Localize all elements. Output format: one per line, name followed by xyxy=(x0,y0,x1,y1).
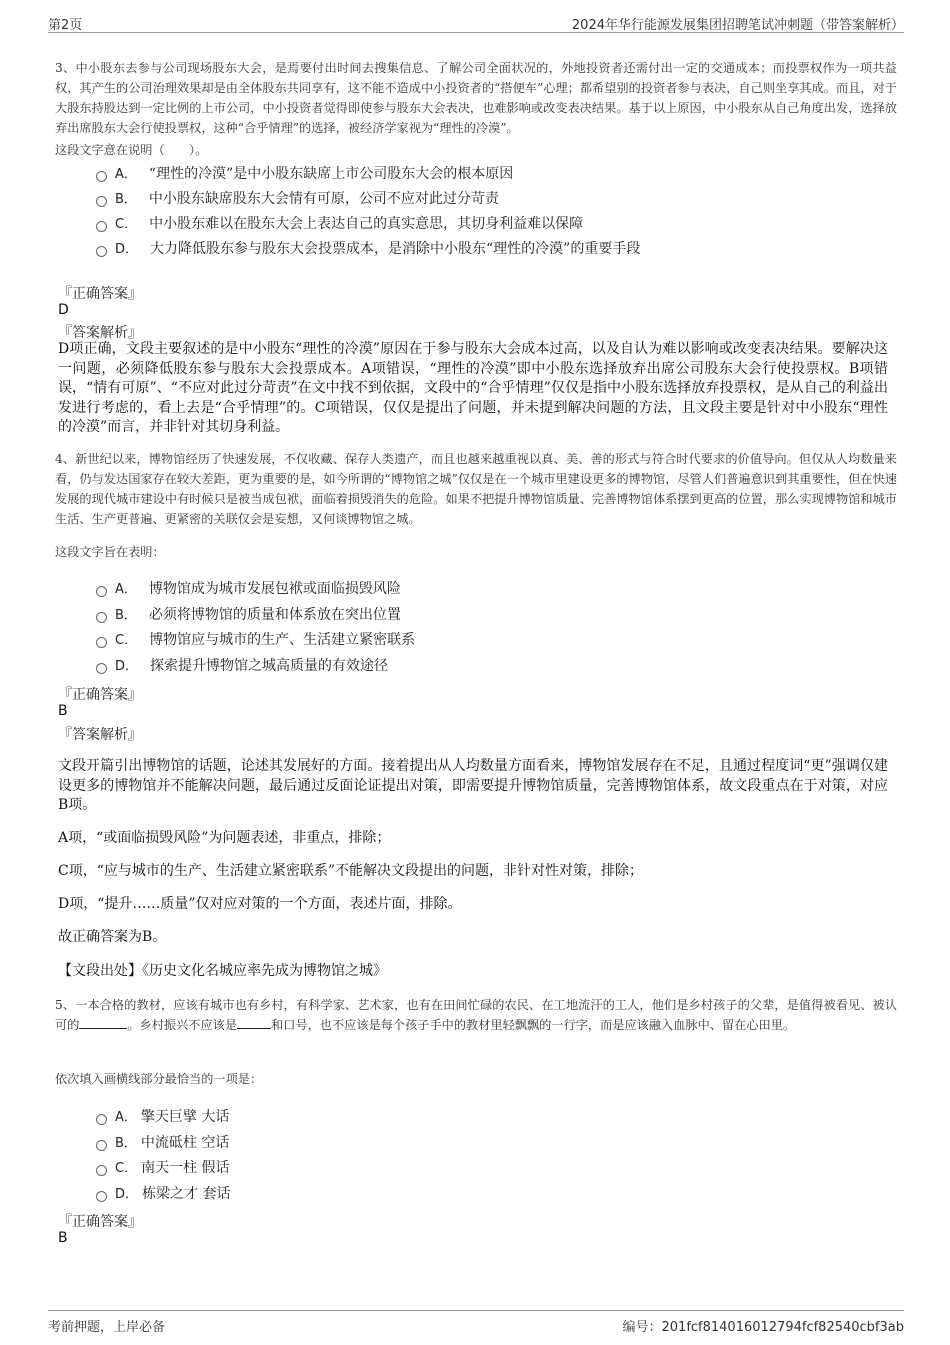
q4-analysis-label: 『答案解析』 xyxy=(58,727,142,743)
q3-answer: D xyxy=(58,302,69,318)
q4-analysis-c: C项，“应与城市的生产、生活建立紧密联系”不能解决文段提出的问题，非针对性对策，排除； xyxy=(58,863,644,879)
page-footer xyxy=(48,1310,904,1335)
q5-option-a[interactable]: A． 擎天巨擘 大话 xyxy=(96,1106,229,1130)
page-header xyxy=(48,10,904,33)
radio-icon[interactable] xyxy=(96,663,107,674)
q4-option-b[interactable]: B． 必须将博物馆的质量和体系放在突出位置 xyxy=(96,604,401,628)
q3-option-b[interactable]: B． 中小股东缺席股东大会情有可原，公司不应对此过分苛责 xyxy=(96,188,499,212)
q5-answer: B xyxy=(58,1230,68,1246)
question-5-prompt: 依次填入画横线部分最恰当的一项是： xyxy=(55,1072,263,1086)
q4-answer-label: 『正确答案』 xyxy=(58,687,142,703)
radio-icon[interactable] xyxy=(96,246,107,257)
fill-blank-1[interactable] xyxy=(79,1016,127,1029)
q5-option-c[interactable]: C． 南天一柱 假话 xyxy=(96,1157,230,1181)
q3-answer-label: 『正确答案』 xyxy=(58,286,142,302)
radio-icon[interactable] xyxy=(96,1114,107,1125)
radio-icon[interactable] xyxy=(96,1165,107,1176)
q3-analysis: D项正确，文段主要叙述的是中小股东“理性的冷漠”原因在于参与股东大会成本过高，以及自认为难以影响或改变表决结果。要解决这一问题，必须降低股东参与股东大会投票成本。A项错误，“理性的冷漠”即中小股东选择放弃出席公司股东大会行使投票权。B项错误，“情有可原”、“不应对此过分苛责”在文中找不到依据，文段中的“合乎情理”仅仅是指中小股东选择放弃投票权，是从自己的利益出发进行考虑的，看上去是“合乎情理”的。C项错误，仅仅是提出了问题，并未提到解决问题的方法，且文段主要是针对中小股东“理性的冷漠”而言，并非针对其切身利益。 xyxy=(58,341,888,435)
fill-blank-2[interactable] xyxy=(237,1016,271,1029)
q4-answer: B xyxy=(58,703,68,719)
radio-icon[interactable] xyxy=(96,221,107,232)
document-title: 2024年华行能源发展集团招聘笔试冲刺题（带答案解析） xyxy=(571,18,904,33)
q3-option-d[interactable]: D． 大力降低股东参与股东大会投票成本，是消除中小股东“理性的冷漠”的重要手段 xyxy=(96,238,640,262)
radio-icon[interactable] xyxy=(96,637,107,648)
q4-analysis-conclusion: 故正确答案为B。 xyxy=(58,929,167,945)
radio-icon[interactable] xyxy=(96,612,107,623)
question-5-text: 5、一本合格的教材，应该有城市也有乡村，有科学家、艺术家，也有在田间忙碌的农民、在工地流汗的工人，他们是乡村孩子的父辈，是值得被看见、被认可的 。乡村振兴不应该是 和口号，也不应该是每个孩子手中的教材里轻飘飘的一行字，而是应该融入血脉中、留在心田里。 xyxy=(55,998,897,1032)
radio-icon[interactable] xyxy=(96,196,107,207)
q4-analysis-a: A项，“或面临损毁风险”为问题表述，非重点，排除； xyxy=(58,830,391,846)
q4-option-c[interactable]: C． 博物馆应与城市的生产、生活建立紧密联系 xyxy=(96,629,415,653)
question-4-prompt: 这段文字旨在表明： xyxy=(55,545,165,559)
q5-option-b[interactable]: B． 中流砥柱 空话 xyxy=(96,1132,229,1156)
q4-analysis-d: D项，“提升……质量”仅对应对策的一个方面，表述片面，排除。 xyxy=(58,896,462,912)
q3-option-a[interactable]: A． “理性的冷漠”是中小股东缺席上市公司股东大会的根本原因 xyxy=(96,163,513,187)
q4-source: 【文段出处】《历史文化名城应率先成为博物馆之城》 xyxy=(58,963,387,979)
document-id: 编号：201fcf814016012794fcf82540cbf3ab xyxy=(622,1320,904,1335)
q5-option-d[interactable]: D． 栋梁之才 套话 xyxy=(96,1183,230,1207)
q3-analysis-label: 『答案解析』 xyxy=(58,325,142,341)
footer-slogan: 考前押题，上岸必备 xyxy=(48,1320,166,1335)
question-3-prompt: 这段文字意在说明（ ）。 xyxy=(55,143,208,157)
page-number: 第2页 xyxy=(48,18,83,33)
question-3-text: 3、中小股东去参与公司现场股东大会，是焉要付出时间去搜集信息、了解公司全面状况的，外地投资者还需付出一定的交通成本；而投票权作为一项共益权，其产生的公司治理效果却是由全体股东共同享有，这不能不造成中小投资者的“搭便车”心理；都希望别的投资者参与表决，自己则坐享其成。而且，对于大股东持股达到一定比例的上市公司，中小投资者觉得即使参与股东大会表决，也难影响或改变表决结果。基于以上原因，中小股东从自己角度出发，选择放弃出席股东大会行使投票权，这种“合乎情理”的选择，被经济学家视为“理性的冷漠”。 xyxy=(55,61,897,135)
q4-option-d[interactable]: D． 探索提升博物馆之城高质量的有效途径 xyxy=(96,655,388,679)
radio-icon[interactable] xyxy=(96,1191,107,1202)
radio-icon[interactable] xyxy=(96,1140,107,1151)
q5-answer-label: 『正确答案』 xyxy=(58,1214,142,1230)
q3-option-c[interactable]: C． 中小股东难以在股东大会上表达自己的真实意思，其切身利益难以保障 xyxy=(96,213,583,237)
q4-option-a[interactable]: A． 博物馆成为城市发展包袱或面临损毁风险 xyxy=(96,578,401,602)
q4-analysis-main: 文段开篇引出博物馆的话题，论述其发展好的方面。接着提出从人均数量方面看来，博物馆发展存在不足，且通过程度词“更”强调仅建设更多的博物馆并不能解决问题，最后通过反面论证提出对策，即需要提升博物馆质量，完善博物馆体系，故文段重点在于对策，对应B项。 xyxy=(58,758,888,813)
question-4-text: 4、新世纪以来，博物馆经历了快速发展，不仅收藏、保存人类遗产，而且也越来越重视以真、美、善的形式与符合时代要求的价值导向。但仅从人均数量来看，仍与发达国家存在较大差距，更为重要的是，如今所谓的“博物馆之城”仅仅是在一个城市里建设更多的博物馆，尽管人们普遍意识到其重要性，但在快速发展的现代城市建设中有时候只是被当成包袱，面临着损毁消失的危险。如果不把提升博物馆质量、完善博物馆体系摆到更高的位置，那么实现博物馆和城市生活、生产更普遍、更紧密的关联仅会是妄想，又何谈博物馆之城。 xyxy=(55,452,897,526)
radio-icon[interactable] xyxy=(96,171,107,182)
radio-icon[interactable] xyxy=(96,586,107,597)
